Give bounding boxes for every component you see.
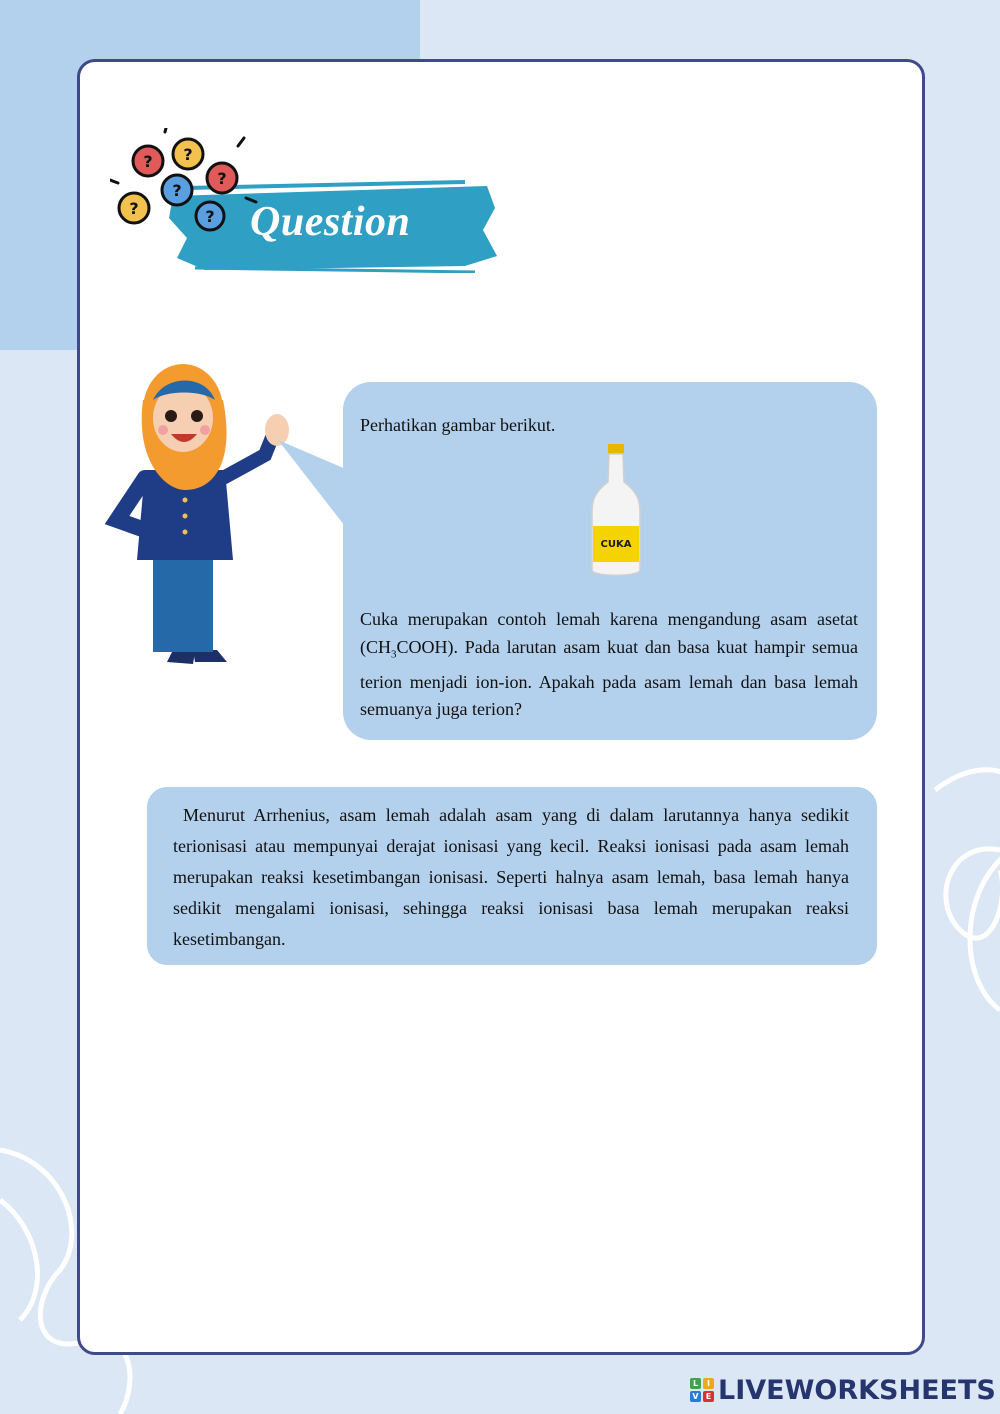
- speech-bubble: [343, 382, 877, 740]
- logo-letter: L: [690, 1378, 701, 1389]
- svg-text:?: ?: [172, 181, 182, 200]
- question-bubbles-icon: [110, 128, 260, 238]
- logo-letter: E: [703, 1391, 714, 1402]
- teacher-illustration: [105, 360, 295, 670]
- liveworksheets-logo-icon: [690, 1378, 714, 1402]
- svg-text:?: ?: [217, 169, 227, 188]
- logo-letter: V: [690, 1391, 701, 1402]
- logo-text: LIVEWORKSHEETS: [718, 1374, 996, 1406]
- speech-body-part2: COOH). Pada larutan asam kuat dan basa kuat hampir semua terion menjadi ion-ion. Apakah pada asam lemah dan basa lemah semuanya juga terion?: [360, 636, 858, 720]
- speech-body-part1: Cuka merupakan contoh lemah karena mengandung asam asetat (CH: [360, 609, 858, 657]
- svg-text:?: ?: [205, 207, 215, 226]
- explanation-text: Menurut Arrhenius, asam lemah adalah asam yang di dalam larutannya hanya sedikit terionisasi atau mempunyai derajat ionisasi yang kecil. Reaksi ionisasi pada asam lemah merupakan reaksi kesetimbangan ionisasi. Seperti halnya asam lemah, basa lemah hanya sedikit mengalami ionisasi, sehingga reaksi ionisasi basa lemah merupakan reaksi kesetimbangan.: [173, 805, 849, 949]
- svg-text:?: ?: [183, 145, 193, 164]
- svg-text:?: ?: [129, 199, 139, 218]
- liveworksheets-logo[interactable]: [690, 1374, 996, 1406]
- speech-body-subscript: 3: [391, 648, 397, 661]
- question-header: [110, 128, 510, 278]
- logo-letter: I: [703, 1378, 714, 1389]
- question-title: Question: [250, 199, 411, 245]
- speech-bubble-tail: [278, 440, 348, 530]
- speech-intro-text: Perhatikan gambar berikut.: [360, 415, 556, 435]
- bottle-label-text: CUKA: [600, 539, 632, 550]
- explanation-box: [147, 787, 877, 965]
- speech-body-text: [360, 606, 858, 724]
- vinegar-bottle-image: [588, 442, 644, 582]
- svg-text:?: ?: [143, 152, 153, 171]
